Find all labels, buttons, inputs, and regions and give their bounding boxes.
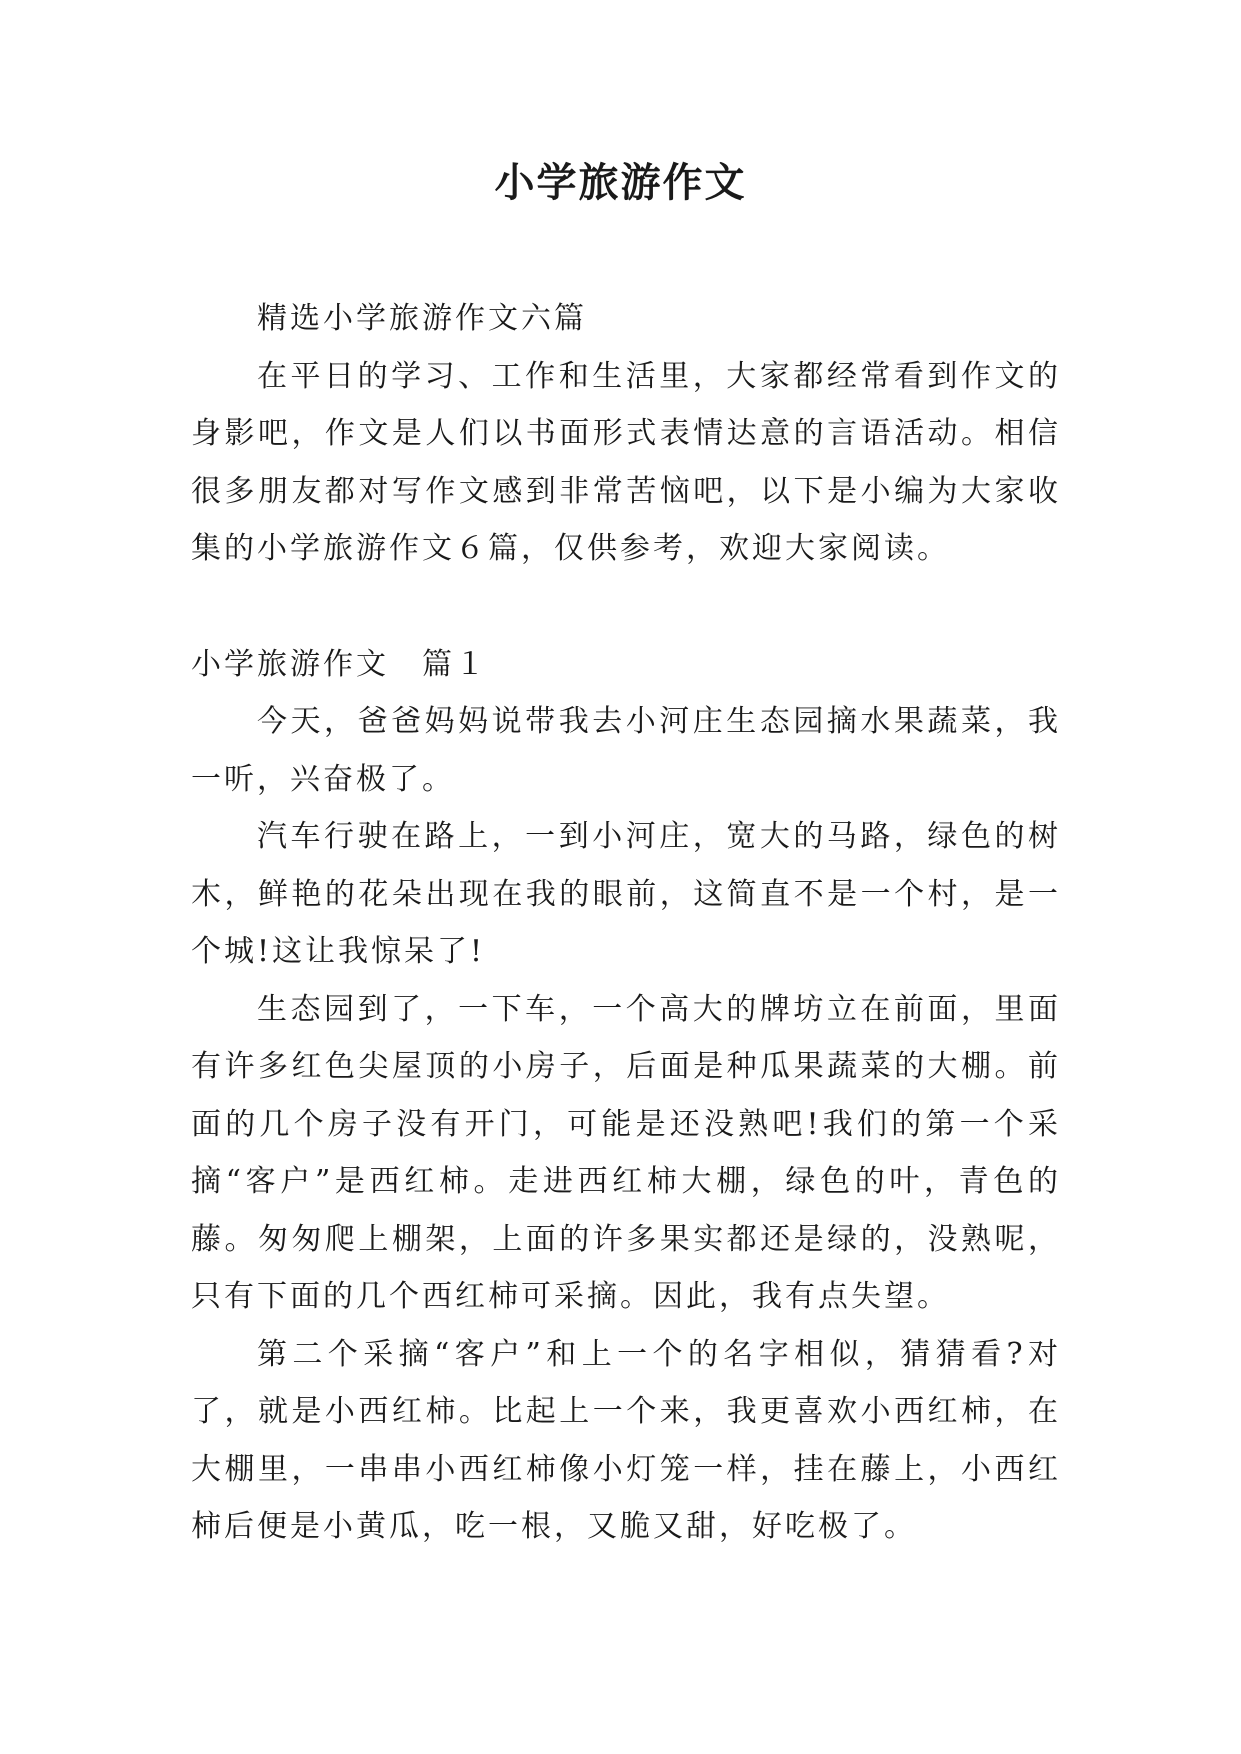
document-subtitle: 精选小学旅游作文六篇 [257,301,587,336]
body-paragraph: 汽车行驶在路上，一到小河庄，宽大的马路，绿色的树木，鲜艳的花朵出现在我的眼前，这简直不是一个村，是一个城!这让我惊呆了! [191,819,1061,969]
body-paragraph: 第二个采摘“客户”和上一个的名字相似，猜猜看?对了，就是小西红柿。比起上一个来，我更喜欢小西红柿，在大棚里，一串串小西红柿像小灯笼一样，挂在藤上，小西红柿后便是小黄瓜，吃一根，又脆又甜，好吃极了。 [191,1336,1061,1544]
body-paragraph: 生态园到了，一下车，一个高大的牌坊立在前面，里面有许多红色尖屋顶的小房子，后面是种瓜果蔬菜的大棚。前面的几个房子没有开门，可能是还没熟吧!我们的第一个采摘“客户”是西红柿。走进西红柿大棚，绿色的叶，青色的藤。匆匆爬上棚架，上面的许多果实都还是绿的，没熟呢，只有下面的几个西红柿可采摘。因此，我有点失望。 [191,991,1061,1314]
body-paragraph: 今天，爸爸妈妈说带我去小河庄生态园摘水果蔬菜，我一听，兴奋极了。 [191,704,1061,797]
intro-paragraph: 在平日的学习、工作和生活里，大家都经常看到作文的身影吧，作文是人们以书面形式表情达意的言语活动。相信很多朋友都对写作文感到非常苦恼吧，以下是小编为大家收集的小学旅游作文６篇，仅供参考，欢迎大家阅读。 [191,358,1061,566]
document-body [191,290,1061,1556]
page-title: 小学旅游作文 [494,159,747,206]
section-gap [191,578,1061,636]
section-heading: 小学旅游作文 篇１ [191,646,488,682]
